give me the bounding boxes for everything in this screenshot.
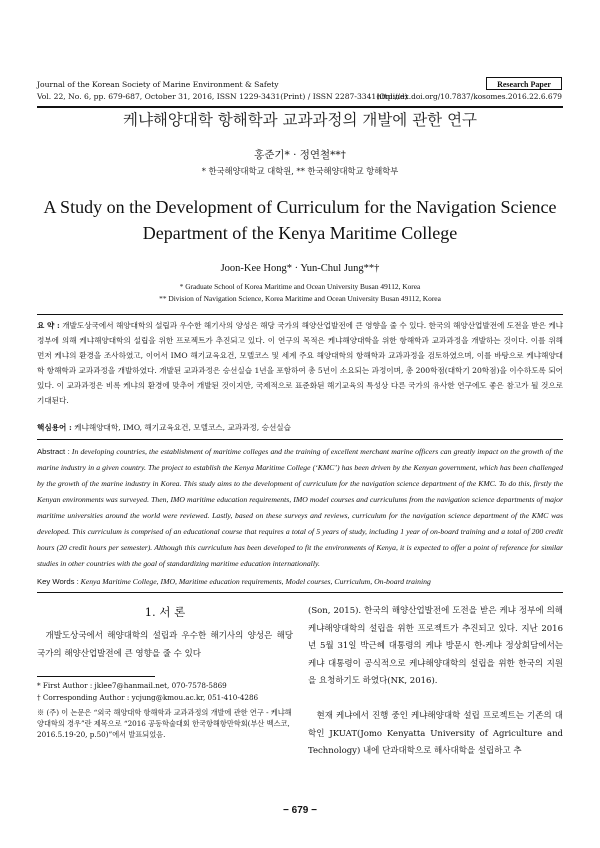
abstract-mid-rule xyxy=(37,439,563,440)
intro-right-paragraph-2: 현재 케냐에서 진행 중인 케냐해양대학 설립 프로젝트는 기존의 대학인 JKUAT(Jomo Kenyatta University of Agriculture and Technology) 내에 단과대학으로 해사대학을 설립하고 추 xyxy=(308,711,563,756)
korean-keywords xyxy=(37,420,563,435)
intro-left-paragraph: 개발도상국에서 해양대학의 설립과 우수한 해기사의 양성은 해당 국가의 해양산업발전에 큰 영향을 줄 수 있다 xyxy=(37,631,293,659)
korean-abstract xyxy=(37,318,563,408)
footnote-presentation-note: ※ (주) 이 논문은 “외국 해양대학 항해학과 교과과정의 개발에 관한 연구 - 케냐해양대학의 경우”란 제목으로 “2016 공동학술대회 한국항해항만학회(부산 벡스코, 2016.5.19-20, p.50)”에서 발표되었음. xyxy=(37,708,292,739)
journal-volume-issn: Vol. 22, No. 6, pp. 679-687, October 31, 2016, ISSN 1229-3431(Print) / ISSN 2287-3341(Online) xyxy=(37,92,408,101)
footnote-corresponding-author: † Corresponding Author : ycjung@kmou.ac.kr, 051-410-4286 xyxy=(37,693,259,702)
english-affiliation-1: * Graduate School of Korea Maritime and Ocean University Busan 49112, Korea xyxy=(179,282,421,291)
english-keywords-label: Key Words : xyxy=(37,577,79,586)
english-authors: Joon-Kee Hong* · Yun-Chul Jung**† xyxy=(220,263,380,274)
section-heading-introduction: 1. 서 론 xyxy=(144,605,186,619)
english-keywords-text: Kenya Maritime College, IMO, Maritime education requirements, Model courses, Curriculum, On-board training xyxy=(78,577,431,586)
english-abstract-label: Abstract : xyxy=(37,447,70,456)
page-number: − 679 − xyxy=(283,805,317,816)
research-paper-badge: Research Paper xyxy=(486,77,562,90)
footnote-rule xyxy=(37,676,155,677)
doi-link[interactable]: http://dx.doi.org/10.7837/kosomes.2016.22.6.679 xyxy=(376,92,562,101)
korean-abstract-text: 개발도상국에서 해양대학의 설립과 우수한 해기사의 양성은 해당 국가의 해양산업발전에 큰 영향을 줄 수 있다. 한국의 해양산업발전에 도전을 받은 케냐 정부에 의해 케냐해양대학의 설립을 위한 프로젝트가 추진되고 있다. 이 연구의 목적은 케냐해양대학을 위한 항해학과 교과과정을 개발하는 것이다. 이를 위해 먼저 케냐의 환경을 조사하였고, 이어서 IMO 해기교육요건, 모델코스 및 세계 주요 해양대학의 항해학과 교과과정을 검토하였으며, 이를 바탕으로 케냐해양대학 항해학과 교과과정을 개발하였다. 개발된 교과과정은 승선실습 1년을 포함하여 총 5년이 소요되는 과정이며, 총 200학점(대학기 20학점)을 이수하도록 되어 있다. 이 교과과정은 비록 케냐의 환경에 맞추어 개발된 것이지만, 국제적으로 표준화된 해기교육의 특성상 다른 국가의 유사한 연구에도 좋은 참고가 될 것으로 기대된다. xyxy=(37,321,563,405)
english-affiliation-2: ** Division of Navigation Science, Korea Maritime and Ocean University Busan 49112, Korea xyxy=(159,294,441,303)
english-abstract-text: In developing countries, the establishment of maritime colleges and the training of excellent merchant marine officers can greatly impact on the growth of the marine industry in a given country. The project to establish the Kenya Maritime College (‘KMC’) has been driven by the Kenyan government, which has been challenged by the growth of the marine industry in Korea. This study aims to the development of curriculum for the navigation science department of the KMC. To do this, firstly the Kenyan environments was surveyed. Then, IMO maritime education requirements, IMO model courses and curriculums from the navigation science departments of major maritime universities around the world were reviewed. Lastly, based on these surveys and reviews, curriculum for the navigation science department of the KMC was developed. This curriculum is comprised of an educational course that requires a total of 5 years of study, including 1 year of on-board training and a total of 200 credit hours (20 credit hours per semester). Although this curriculum has been developed to fit the environments of Kenya, it is expected to offer a point of reference for similar studies in other countries with the goal of standardizing maritime education internationally. xyxy=(37,447,563,568)
korean-title: 케냐해양대학 항해학과 교과과정의 개발에 관한 연구 xyxy=(122,111,478,129)
english-abstract xyxy=(37,444,563,572)
english-title-line2: Department of the Kenya Maritime College xyxy=(142,223,458,243)
abstract-bottom-rule xyxy=(37,592,563,593)
korean-authors: 홍준기* · 정연철**† xyxy=(254,149,346,161)
korean-keywords-text: 케냐해양대학, IMO, 해기교육요건, 모델코스, 교과과정, 승선실습 xyxy=(71,423,291,432)
english-keywords xyxy=(37,576,563,587)
journal-name: Journal of the Korean Society of Marine Environment & Safety xyxy=(37,80,279,89)
korean-keywords-label: 핵심용어 : xyxy=(37,423,72,432)
korean-affiliation: * 한국해양대학교 대학원, ** 한국해양대학교 항해학부 xyxy=(201,166,399,176)
intro-right-paragraph-1: (Son, 2015). 한국의 해양산업발전에 도전을 받은 케냐 정부에 의해 케냐해양대학의 설립을 위한 프로젝트가 추진되고 있다. 지난 2016년 5월 31일 박근혜 대통령의 케냐 방문시 한-케냐 정상회담에서는 케냐 대통령이 공식적으로 케냐해양대학의 설립을 위한 한국의 지원을 요청하기도 하였다(NK, 2016). xyxy=(308,606,563,686)
korean-abstract-label: 요 약 : xyxy=(37,321,60,330)
abstract-top-rule xyxy=(37,314,563,315)
header-rule xyxy=(37,106,563,108)
footnote-first-author: * First Author : jklee7@hanmail.net, 070-7578-5869 xyxy=(37,681,227,690)
english-title-line1: A Study on the Development of Curriculum for the Navigation Science xyxy=(43,197,557,217)
english-title xyxy=(37,194,563,246)
